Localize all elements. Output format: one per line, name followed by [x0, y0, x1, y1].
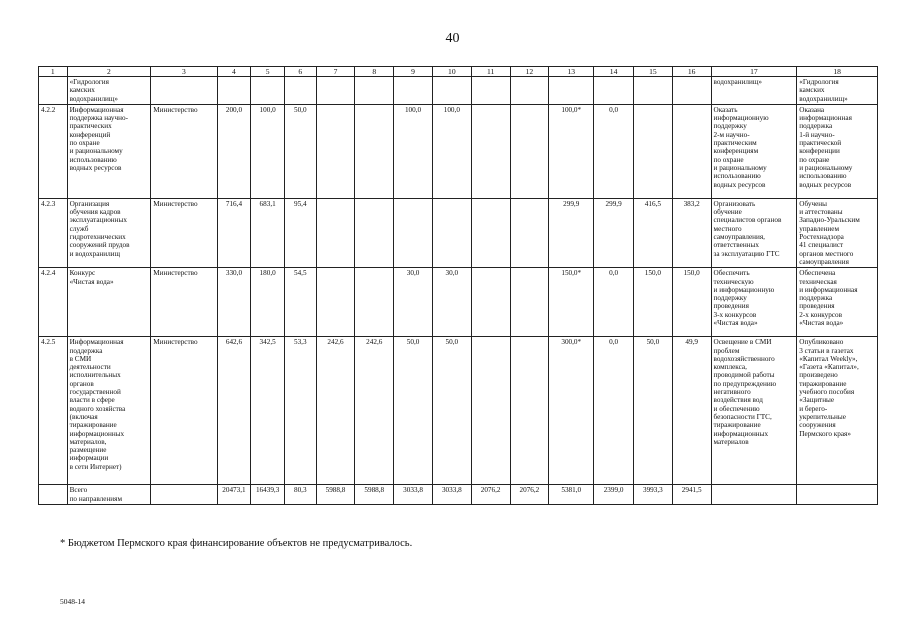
- table-cell: Информационная поддержка научно- практических конференций по охране и рациональному использованию водных ресурсов: [67, 104, 151, 198]
- table-cell: [432, 77, 471, 105]
- table-cell: [316, 198, 355, 267]
- table-cell: Оказать информационную поддержку 2-м научно- практическим конференциям по охране и рациональному использованию водных ресурсов: [711, 104, 797, 198]
- table-cell: [355, 198, 394, 267]
- table-cell: «Гидрология камских водохранилищ»: [797, 77, 878, 105]
- table-cell: водохранилищ»: [711, 77, 797, 105]
- column-number: 5: [251, 67, 285, 77]
- table-cell: [151, 485, 217, 505]
- column-number: 14: [594, 67, 634, 77]
- table-cell: [471, 104, 510, 198]
- table-cell: [394, 198, 433, 267]
- table-cell: [471, 198, 510, 267]
- table-row: [39, 485, 878, 505]
- table-cell: 100,0: [394, 104, 433, 198]
- table-cell: 4.2.3: [39, 198, 68, 267]
- table-row: [39, 198, 878, 267]
- table-cell: 3033,8: [432, 485, 471, 505]
- table-cell: 383,2: [672, 198, 711, 267]
- table-cell: 80,3: [284, 485, 316, 505]
- table-cell: Обеспечена техническая и информационная поддержка проведения 2-х конкурсов «Чистая вода»: [797, 268, 878, 337]
- table-cell: Организовать обучение специалистов органов местного самоуправления, ответственных за эксплуатацию ГТС: [711, 198, 797, 267]
- table-cell: Обучены и аттестованы Западно-Уральским управлением Ростехнадзора 41 специалист органов местного самоуправления: [797, 198, 878, 267]
- table-cell: 5988,8: [316, 485, 355, 505]
- table-cell: [316, 77, 355, 105]
- table-row: [39, 104, 878, 198]
- program-table: [38, 66, 878, 505]
- table-cell: Информационная поддержка в СМИ деятельности исполнительных органов государственной власти в сфере водного хозяйства (включая тиражирование информационных материалов, размещение информации в сети Интернет): [67, 337, 151, 485]
- document-code: 5048-14: [60, 597, 85, 606]
- table-cell: 95,4: [284, 198, 316, 267]
- table-cell: [510, 268, 549, 337]
- column-number: 12: [510, 67, 549, 77]
- footnote: * Бюджетом Пермского края финансирование объектов не предусматривалось.: [60, 538, 413, 549]
- table-cell: 5988,8: [355, 485, 394, 505]
- column-number: 17: [711, 67, 797, 77]
- table-cell: Опубликовано 3 статьи в газетах «Капитал Weekly», «Газета «Капитал», произведено тиражирование учебного пособия «Защитные и берего- укрепительные сооружения Пермского края»: [797, 337, 878, 485]
- table-cell: [394, 77, 433, 105]
- table-cell: Организация обучения кадров эксплуатационных служб гидротехнических сооружений прудов и водохранилищ: [67, 198, 151, 267]
- table-cell: 53,3: [284, 337, 316, 485]
- table-cell: Обеспечить техническую и информационную поддержку проведения 3-х конкурсов «Чистая вода»: [711, 268, 797, 337]
- table-cell: [672, 104, 711, 198]
- table-cell: [432, 198, 471, 267]
- column-number: 13: [549, 67, 594, 77]
- table-cell: 150,0: [672, 268, 711, 337]
- table-cell: [510, 337, 549, 485]
- table-cell: 150,0: [633, 268, 672, 337]
- table-cell: [355, 77, 394, 105]
- table-cell: [355, 104, 394, 198]
- table-cell: 300,0*: [549, 337, 594, 485]
- column-number: 3: [151, 67, 217, 77]
- table-cell: [251, 77, 285, 105]
- table-cell: 4.2.5: [39, 337, 68, 485]
- column-number: 11: [471, 67, 510, 77]
- table-cell: Министерство: [151, 337, 217, 485]
- table-cell: [471, 77, 510, 105]
- table-cell: 49,9: [672, 337, 711, 485]
- table-cell: [316, 104, 355, 198]
- table-cell: «Гидрология камских водохранилищ»: [67, 77, 151, 105]
- table-cell: 50,0: [432, 337, 471, 485]
- table-cell: [355, 268, 394, 337]
- table-cell: 50,0: [633, 337, 672, 485]
- table-cell: 50,0: [284, 104, 316, 198]
- column-number: 4: [217, 67, 251, 77]
- table-cell: 20473,1: [217, 485, 251, 505]
- table-cell: 2076,2: [471, 485, 510, 505]
- column-number: 18: [797, 67, 878, 77]
- table-cell: 50,0: [394, 337, 433, 485]
- table-cell: 683,1: [251, 198, 285, 267]
- table-cell: 100,0: [432, 104, 471, 198]
- table-row: [39, 77, 878, 105]
- page-number: 40: [445, 31, 460, 46]
- table-cell: 642,6: [217, 337, 251, 485]
- column-number: 8: [355, 67, 394, 77]
- table-row: [39, 337, 878, 485]
- column-number: 15: [633, 67, 672, 77]
- table-cell: 5381,0: [549, 485, 594, 505]
- table-row: [39, 268, 878, 337]
- table-cell: 180,0: [251, 268, 285, 337]
- table-cell: 2941,5: [672, 485, 711, 505]
- table-cell: [510, 198, 549, 267]
- table-cell: [594, 77, 634, 105]
- table-cell: 716,4: [217, 198, 251, 267]
- table-cell: 54,5: [284, 268, 316, 337]
- column-number-row: [39, 67, 878, 77]
- table-cell: 330,0: [217, 268, 251, 337]
- table-cell: Министерство: [151, 198, 217, 267]
- table-cell: 100,0*: [549, 104, 594, 198]
- table-cell: Освещение в СМИ проблем водохозяйственного комплекса, проводимой работы по предупреждению негативного воздействия вод и обеспечению безопасности ГТС, тиражирование информационных материалов: [711, 337, 797, 485]
- table-cell: Оказана информационная поддержка 1-й научно- практической конференции по охране и рациональному использованию водных ресурсов: [797, 104, 878, 198]
- column-number: 7: [316, 67, 355, 77]
- table-cell: [510, 104, 549, 198]
- table-cell: 242,6: [355, 337, 394, 485]
- table-cell: 299,9: [549, 198, 594, 267]
- table-cell: [316, 268, 355, 337]
- table-cell: 416,5: [633, 198, 672, 267]
- table-cell: 3993,3: [633, 485, 672, 505]
- table-cell: [633, 77, 672, 105]
- table-cell: [151, 77, 217, 105]
- table-cell: [284, 77, 316, 105]
- column-number: 2: [67, 67, 151, 77]
- table-cell: 3033,8: [394, 485, 433, 505]
- column-number: 9: [394, 67, 433, 77]
- table-cell: 242,6: [316, 337, 355, 485]
- table-cell: 30,0: [432, 268, 471, 337]
- column-number: 16: [672, 67, 711, 77]
- table-cell: 0,0: [594, 337, 634, 485]
- table-cell: [797, 485, 878, 505]
- table-cell: Министерство: [151, 104, 217, 198]
- table-cell: 16439,3: [251, 485, 285, 505]
- table-cell: 30,0: [394, 268, 433, 337]
- table-cell: Конкурс «Чистая вода»: [67, 268, 151, 337]
- table-cell: 4.2.2: [39, 104, 68, 198]
- column-number: 10: [432, 67, 471, 77]
- table-cell: 2076,2: [510, 485, 549, 505]
- table-cell: 0,0: [594, 104, 634, 198]
- table-cell: [711, 485, 797, 505]
- table-cell: [471, 268, 510, 337]
- table-cell: Всего по направлениям: [67, 485, 151, 505]
- table-cell: 342,5: [251, 337, 285, 485]
- table-cell: [633, 104, 672, 198]
- table-cell: [217, 77, 251, 105]
- table-cell: 299,9: [594, 198, 634, 267]
- table-cell: 0,0: [594, 268, 634, 337]
- table-cell: [549, 77, 594, 105]
- table-cell: [39, 77, 68, 105]
- table-cell: [39, 485, 68, 505]
- table-cell: [471, 337, 510, 485]
- table-cell: 2399,0: [594, 485, 634, 505]
- table-cell: 200,0: [217, 104, 251, 198]
- table-cell: 4.2.4: [39, 268, 68, 337]
- table-cell: [672, 77, 711, 105]
- table-cell: [510, 77, 549, 105]
- table-cell: Министерство: [151, 268, 217, 337]
- table-cell: 100,0: [251, 104, 285, 198]
- table-cell: 150,0*: [549, 268, 594, 337]
- column-number: 1: [39, 67, 68, 77]
- column-number: 6: [284, 67, 316, 77]
